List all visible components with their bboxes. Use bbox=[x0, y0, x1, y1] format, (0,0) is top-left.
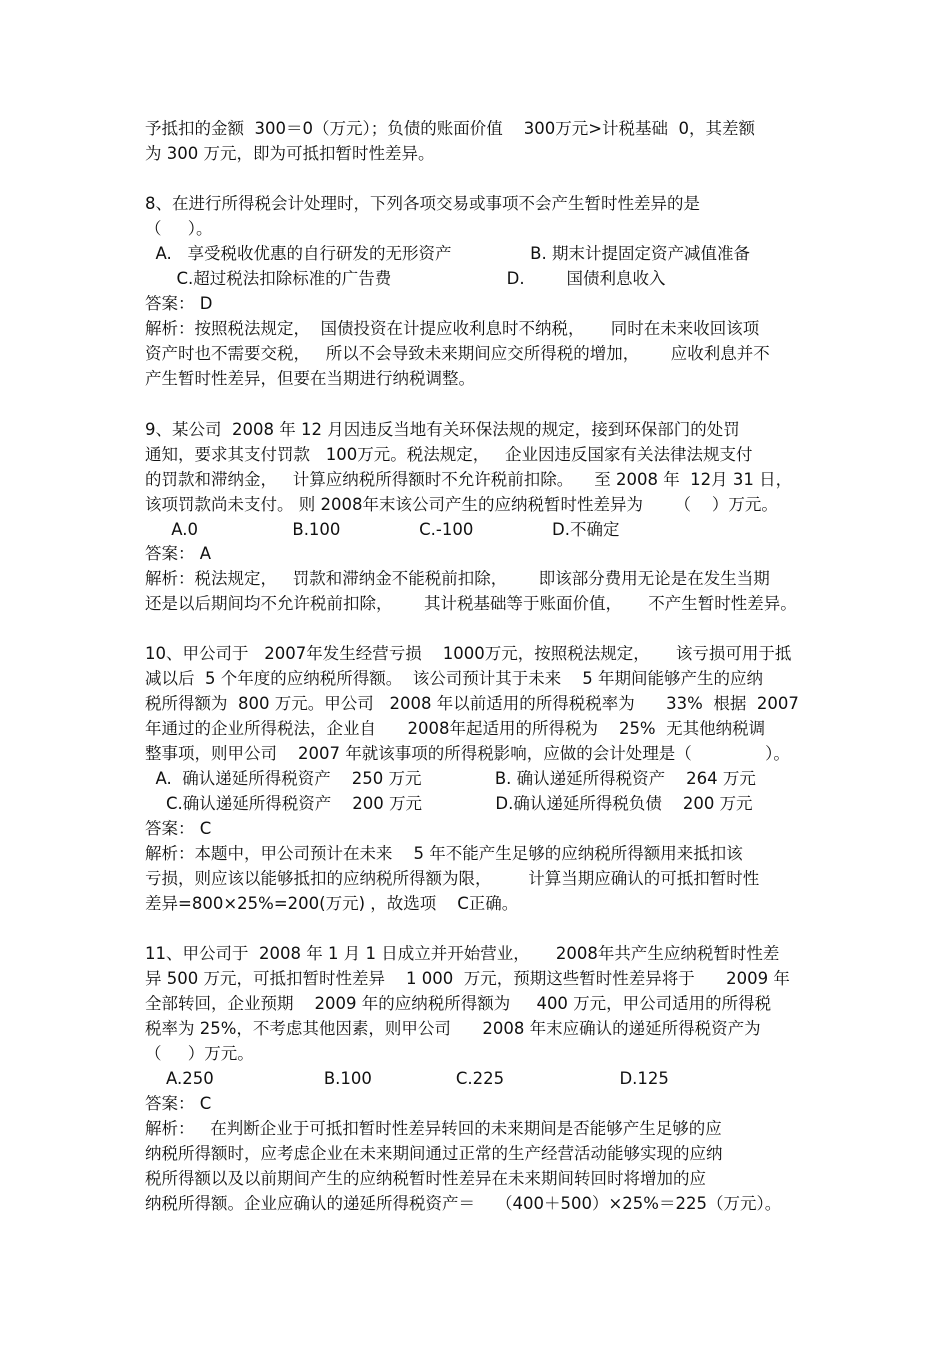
q8-explanation-line-1: 解析：按照税法规定， 国债投资在计提应收利息时不纳税， 同时在未来收回该项 bbox=[145, 319, 760, 338]
q11-explanation-line-4: 纳税所得额。企业应确认的递延所得税资产＝ （400＋500）×25%＝225（万元）。 bbox=[145, 1194, 782, 1213]
q11-options: A.250 B.100 C.225 D.125 bbox=[145, 1069, 669, 1088]
q10-stem-line-1: 10、甲公司于 2007年发生经营亏损 1000万元，按照税法规定， 该亏损可用于抵 bbox=[145, 644, 792, 663]
q11-explanation-line-3: 税所得额以及以前期间产生的应纳税暂时性差异在未来期间转回时将增加的应 bbox=[145, 1169, 706, 1188]
q8-stem-line-2: （ ）。 bbox=[145, 219, 213, 238]
q9-explanation-line-1: 解析：税法规定， 罚款和滞纳金不能税前扣除， 即该部分费用无论是在发生当期 bbox=[145, 569, 770, 588]
q9-stem-line-2: 通知，要求其支付罚款 100万元。税法规定， 企业因违反国家有关法律法规支付 bbox=[145, 445, 753, 464]
q8-explanation-line-3: 产生暂时性差异，但要在当期进行纳税调整。 bbox=[145, 369, 475, 388]
q10-options-line-2: C.确认递延所得税资产 200 万元 D.确认递延所得税负债 200 万元 bbox=[145, 794, 753, 813]
q10-answer: 答案： C bbox=[145, 819, 212, 838]
q11-explanation-line-2: 纳税所得额时，应考虑企业在未来期间通过正常的生产经营活动能够实现的应纳 bbox=[145, 1144, 723, 1163]
q11-explanation-line-1: 解析： 在判断企业于可抵扣暂时性差异转回的未来期间是否能够产生足够的应 bbox=[145, 1119, 722, 1138]
q8-options-line-2: C.超过税法扣除标准的广告费 D. 国债利息收入 bbox=[145, 269, 666, 288]
q9-answer: 答案： A bbox=[145, 544, 212, 563]
q11-stem-line-4: 税率为 25%，不考虑其他因素，则甲公司 2008 年末应确认的递延所得税资产为 bbox=[145, 1019, 761, 1038]
intro-line-1: 予抵扣的金额 300＝0（万元）；负债的账面价值 300万元>计税基础 0，其差额 bbox=[145, 119, 756, 138]
q9-stem-line-3: 的罚款和滞纳金， 计算应纳税所得额时不允许税前扣除。 至 2008 年 12月 31 日， bbox=[145, 470, 793, 489]
q8-stem-line-1: 8、在进行所得税会计处理时，下列各项交易或事项不会产生暂时性差异的是 bbox=[145, 194, 700, 213]
q10-options-line-1: A. 确认递延所得税资产 250 万元 B. 确认递延所得税资产 264 万元 bbox=[145, 769, 756, 788]
q9-stem-line-1: 9、某公司 2008 年 12 月因违反当地有关环保法规的规定，接到环保部门的处罚 bbox=[145, 420, 740, 439]
q10-stem-line-2: 减以后 5 个年度的应纳税所得额。 该公司预计其于未来 5 年期间能够产生的应纳 bbox=[145, 669, 763, 688]
q11-answer: 答案： C bbox=[145, 1094, 212, 1113]
q8-answer: 答案： D bbox=[145, 294, 213, 313]
q11-stem-line-2: 异 500 万元，可抵扣暂时性差异 1 000 万元，预期这些暂时性差异将于 2009 年 bbox=[145, 969, 790, 988]
q10-stem-line-5: 整事项，则甲公司 2007 年就该事项的所得税影响，应做的会计处理是（ ）。 bbox=[145, 744, 790, 763]
q10-stem-line-4: 年通过的企业所得税法，企业自 2008年起适用的所得税为 25% 无其他纳税调 bbox=[145, 719, 766, 738]
q9-stem-line-4: 该项罚款尚未支付。 则 2008年末该公司产生的应纳税暂时性差异为 （ ）万元。 bbox=[145, 495, 778, 514]
q10-stem-line-3: 税所得额为 800 万元。甲公司 2008 年以前适用的所得税税率为 33% 根据 2007 bbox=[145, 694, 799, 713]
q11-stem-line-5: （ ）万元。 bbox=[145, 1044, 254, 1063]
q10-explanation-line-2: 亏损，则应该以能够抵扣的应纳税所得额为限， 计算当期应确认的可抵扣暂时性 bbox=[145, 869, 760, 888]
q9-explanation-line-2: 还是以后期间均不允许税前扣除， 其计税基础等于账面价值， 不产生暂时性差异。 bbox=[145, 594, 797, 613]
q9-options: A.0 B.100 C.-100 D.不确定 bbox=[145, 520, 620, 539]
intro-line-2: 为 300 万元，即为可抵扣暂时性差异。 bbox=[145, 144, 435, 163]
q8-explanation-line-2: 资产时也不需要交税， 所以不会导致未来期间应交所得税的增加， 应收利息并不 bbox=[145, 344, 770, 363]
q10-explanation-line-1: 解析：本题中，甲公司预计在未来 5 年不能产生足够的应纳税所得额用来抵扣该 bbox=[145, 844, 743, 863]
q11-stem-line-1: 11、甲公司于 2008 年 1 月 1 日成立并开始营业， 2008年共产生应纳税暂时性差 bbox=[145, 944, 780, 963]
q11-stem-line-3: 全部转回，企业预期 2009 年的应纳税所得额为 400 万元，甲公司适用的所得税 bbox=[145, 994, 772, 1013]
q10-explanation-line-3: 差异=800×25%=200(万元) ，故选项 C正确。 bbox=[145, 894, 519, 913]
q8-options-line-1: A. 享受税收优惠的自行研发的无形资产 B. 期末计提固定资产减值准备 bbox=[145, 244, 750, 263]
